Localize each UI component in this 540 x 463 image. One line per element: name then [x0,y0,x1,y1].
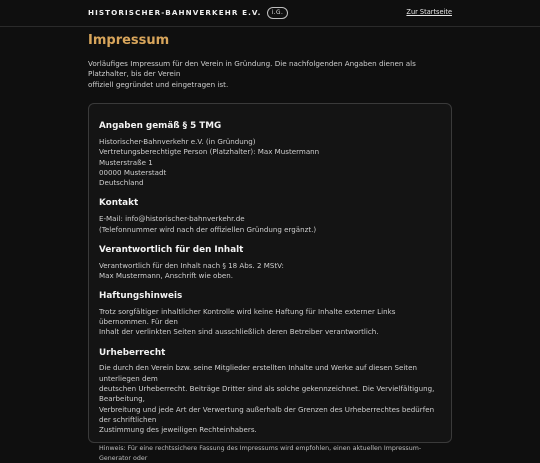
text-line: Deutschland [99,178,144,188]
intro-line-2: offiziell gegründet und eingetragen ist. [88,79,229,89]
section-tmg [99,120,441,188]
section-body [99,137,441,188]
brand-name: HISTORISCHER-BAHNVERKEHR E.V. [88,7,262,17]
main-content [0,31,540,462]
brand[interactable] [88,7,288,19]
email-line[interactable]: E-Mail: info@historischer-bahnverkehr.de [99,214,245,224]
text-line: 00000 Musterstadt [99,167,167,177]
section-kontakt [99,197,441,234]
top-bar [0,0,540,27]
text-line: Max Mustermann, Anschrift wie oben. [99,270,234,280]
text-line: Inhalt der verlinkten Seiten sind ausschließlich deren Betreiber verantwortlich. [99,327,379,337]
intro-text [88,59,452,90]
hint-text: Hinweis: Für eine rechtssichere Fassung des Impressums wird empfohlen, einen aktuellen Impressum-Generator oder [99,445,422,462]
text-line: Vertretungsberechtigte Person (Platzhalter): Max Mustermann [99,147,320,157]
intro-line-1: Vorläufiges Impressum für den Verein in Gründung. Die nachfolgenden Angaben dienen als Platzhalter, bis der Verein [88,59,416,79]
text-line: Musterstraße 1 [99,157,153,167]
text-line: Verantwortlich für den Inhalt nach § 18 Abs. 2 MStV: [99,260,284,270]
section-body [99,261,441,282]
section-heading: Kontakt [99,198,139,209]
text-line: deutschen Urheberrecht. Beiträge Dritter sind als solche gekennzeichnet. Die Vervielfältigung, Bearbeitung, [99,384,435,404]
text-line: (Telefonnummer wird nach der offiziellen Gründung ergänzt.) [99,224,317,234]
status-badge: i.G. [267,7,289,19]
section-heading: Haftungshinweis [99,291,183,302]
section-urheber [99,347,441,436]
home-link[interactable]: Zur Startseite [406,8,452,17]
text-line: Trotz sorgfältiger inhaltlicher Kontrolle wird keine Haftung für Inhalte externer Links übernommen. Für den [99,306,396,327]
section-body [99,307,441,338]
text-line: Historischer-Bahnverkehr e.V. (in Gründung) [99,137,256,147]
section-heading: Urheberrecht [99,347,166,358]
text-line: Verbreitung und jede Art der Verwertung außerhalb der Grenzen des Urheberrechtes bedürfen der schriftlichen [99,404,435,424]
text-line: Die durch den Verein bzw. seine Mitglieder erstellten Inhalte und Werke auf diesen Seiten unterliegen dem [99,363,417,383]
page-title: Impressum [88,33,170,48]
impressum-card [88,103,452,462]
section-heading: Angaben gemäß § 5 TMG [99,121,222,132]
text-line: Zustimmung des jeweiligen Rechteinhabers. [99,425,257,435]
section-heading: Verantwortlich für den Inhalt [99,244,244,255]
section-inhalt [99,244,441,281]
section-body [99,363,441,435]
section-body [99,214,441,235]
section-haftung [99,290,441,338]
